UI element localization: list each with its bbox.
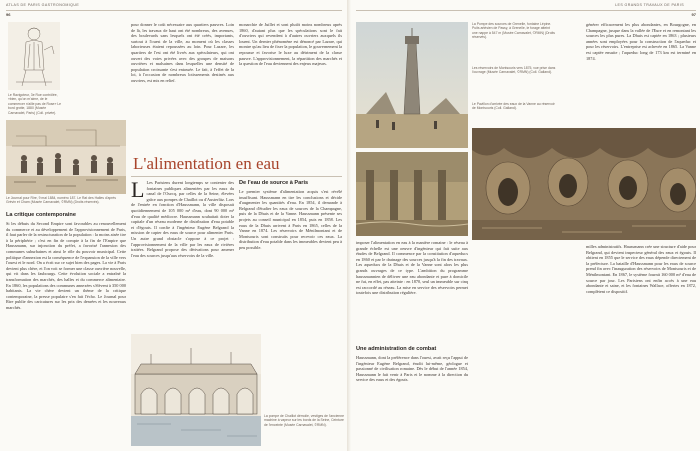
text-column-3-top: monarchie de Juillet et sont plutôt moins nombreux après 1860, d'autant plus que les spéculations sont le fait d'ouvriers qui revendent à d'autres ouvriers auxquels ils louent. Un dernier phénomène est dénoncé par Lazare, qui montre qu'au lieu de fixer la population, le gouvernement la repousse et favorise le luxe au détriment de la classe pauvre. L'approvisionnement, la répartition des marchés et la question de l'eau deviennent des enjeux majeurs. bbox=[239, 22, 342, 67]
text-column-2-top: pour donner le coût nécessaire aux quartiers pauvres. Loin de là, les travaux de haut ont été nombreux, des avenues, des boulevards sans lesquels ont été créés, importants, surtout à l'ouest de la ville, au moment où les classes laborieuses étaient repoussées au loin. Pour Lazare, les quartiers de l'est ont été livrés aux spéculateurs, qui ont ouvert des voies privées avec des groupes de maisons ouvrières et malsaines dans lesquelles une densité de population croissante s'est entassée. Le fait, à l'effet de la loi, à l'occasion de nombreux lotissements destinés aux ouvriers, est mis en relief. bbox=[131, 22, 234, 83]
header-rule-right bbox=[356, 10, 696, 11]
fountain-engraving-area bbox=[472, 244, 582, 444]
text-column-combat: Haussmann, dont la préférence dans l'ouest, avait reçu l'appui de l'ingénieur Eugène Belgrand, érudit lui-même, géologue et passionné de civilisation romaine. Dès le début de l'année 1854, Haussmann le fait venir à Paris et le nomme à la direction du service des eaux et des égouts. bbox=[356, 355, 468, 383]
gutter bbox=[347, 0, 351, 451]
left-page bbox=[0, 0, 346, 451]
engraving-caption: Le Ravigoteur, 3e Rue contrôlée, «bien, qu'on m'aime, de le commercer n'aille pas de Rose» Le bord grotte, 1880 (Musée Carnavalet, Paris) (Coll. privée). bbox=[8, 93, 62, 115]
chapter-title: L'alimentation en eau bbox=[133, 154, 280, 173]
pavilion-caption: Le Pavillon d'arrivée des eaux de la Vanne au réservoir de Montsouris (Coll. Galland). bbox=[472, 102, 555, 111]
folio-right: 97 bbox=[691, 12, 696, 17]
subhead-source: De l'eau de source à Paris bbox=[239, 180, 309, 186]
intro-text: Les Parisiens durent longtemps se contenter des fontaines publiques alimentées par les eaux du canal de l'Ourcq, par celles de la Seine, élevées grâce aux pompes de Chaillot ou d'Austerlitz. Lors de l'entrée en fonction d'Haussmann, la ville disposait quotidiennement de 105 000 m³ d'eau, dont 90 000 m³ d'eau de qualité médiocre. Haussmann souhaitait doter la capitale d'un réseau moderne de distribution d'eau potable et d'égouts. Il confie à l'ingénieur Eugène Belgrand la mission de capter des eaux de source pour alimenter Paris. Un autre grand obstacle s'oppose à ce projet : l'approvisionnement de la ville par les eaux de rivières traitées. Belgrand propose des dérivations pour amener l'eau des sources jusqu'aux réservoirs de la ville. bbox=[131, 180, 234, 258]
tower-caption: La Pompe des sources de Grenelle, fontaine Lépine. Puits artésien de Passy, à Grenelle, le forage atteint une nappe à 547 m (Musée Carnavalet, ©RMN) (Droits réservés). bbox=[472, 22, 555, 40]
aqueduct-engraving bbox=[131, 334, 261, 446]
aqueduct-caption: La pompe de Chaillot démolie, vestiges de l'ancienne machine à vapeur sur les bords de la Seine, Ceinture de l'enceinte (Musée Carnavalet, ©RMN). bbox=[264, 414, 344, 427]
subhead-critique: La critique contemporaine bbox=[6, 212, 76, 218]
text-column-source: Le premier système d'alimentation acquis s'est révélé insuffisant. Haussmann en tire les conclusions et décide d'augmenter les quantités d'eau. En 1854, il demande à Belgrand d'étudier les eaux de sources de la Champagne, puis de la Dhuis et de la Vanne. Haussmann présente ses projets au conseil municipal en 1854, puis en 1858. Les eaux de la Dhuis arrivent à Paris en 1865, celles de la Vanne en 1874. Les réservoirs de Ménilmontant et de Montsouris sont construits pour recevoir ces eaux. La distribution d'eau potable dans les immeubles devient peu à peu possible. bbox=[239, 189, 342, 250]
intro-column bbox=[131, 180, 234, 330]
running-head-left: ATLAS DE PARIS GASTRONOMIQUE bbox=[6, 3, 80, 7]
halles-caption: Le Journal pour Rire, 9 mai 1884, numéro 187. Le Rat des Halles d'après Grévin et Cham (Musée Carnavalet, ©RMN) (Droits réservés). bbox=[6, 196, 116, 205]
running-head-right: LES GRANDS TRAVAUX DE PARIS bbox=[615, 3, 684, 7]
halles-illustration bbox=[6, 120, 126, 194]
cistern-photo bbox=[356, 152, 468, 236]
subhead-combat: Une administration de combat bbox=[356, 346, 437, 352]
engraving-figure bbox=[8, 22, 60, 90]
folio-left: 96 bbox=[6, 12, 11, 17]
text-column-critique: Si les débuts du Second Empire sont favorables au renouvellement du commerce et au développement de l'approvisionnement de Paris, il faut parler de la restructuration de la population : la moins aisée tire à la périphérie ; c'est en fin de compte à la fin de l'Empire que Haussmann, sur injonction du préfet, a favorisé l'annexion des communes suburbaines et ainsi le rôle du pouvoir municipal. Cette politique d'annexion est la conséquence de l'expansion de la ville vers l'ouest et le nord. On a écrit sur ce sujet bien des pages. La vie à Paris devient plus chère, et l'on voit se former une classe ouvrière nouvelle, qui vit dans les faubourgs. Cette évolution sociale a entraîné la transformation des marchés, des halles et du commerce alimentaire. En 1860, les populations des communes annexées s'élèvent à 350 000 habitants. La vie chère devient un thème de la critique contemporaine, la presse populaire s'en fait l'écho. Le Journal pour Rire publie des caricatures sur les prix des denrées et les nouveaux marchés. bbox=[6, 221, 126, 310]
tower-photo bbox=[356, 22, 468, 148]
text-column-right-1: imposer l'alimentation en eau à la manière romaine : le réseau à grande échelle est une oeuvre d'ingénieur qui fait suite aux études de Belgrand. Il commence par la constitution d'aqueducs en 1860 et par le drainage des sources jusqu'à la fin des travaux. Les aqueducs de la Dhuis et de la Vanne sont alors les plus grands ouvrages de ce type. L'ambition du programme haussmannien de délivrer une eau abondante et pure à domicile ne fut, en effet, pas atteinte : en 1870, seul un immeuble sur cinq est raccordé au réseau. La mise en service des réservoirs permet toutefois une distribution régulière. bbox=[356, 240, 468, 296]
vault-photo bbox=[472, 128, 696, 240]
chapter-rule bbox=[131, 176, 342, 177]
header-rule-left bbox=[6, 10, 342, 11]
drop-cap: L bbox=[131, 180, 145, 202]
reservoir-caption: Les réservoirs de Montsouris vers 1875, vue prise dans l'ouvrage (Musée Carnavalet, ©RMN) (Coll. Galland). bbox=[472, 66, 556, 75]
text-column-right-lower: milles administratifs. Haussmann crée une structure d'aide pour Belgrand, qui devient inspecteur général des eaux et égouts. Il obtient en 1855 que le service des eaux dépende directement de la préfecture. La bataille d'Haussmann pour les eaux de source prend fin avec l'inauguration des réservoirs de Montsouris et de Ménilmontant. En 1867, le système fournit 160 000 m³ d'eau de source par jour. Les Parisiens ont enfin accès à une eau abondante et saine, et les fontaines Wallace, offertes en 1872, complètent ce dispositif. bbox=[586, 244, 696, 294]
right-page bbox=[352, 0, 700, 451]
text-column-right-top: générer efficacement les plus abondantes, en Bourgogne, en Champagne, jusque dans la vallée de l'Eure et en remontant les sources les plus pures. La Dhuis est captée en 1863 ; plusieurs années sont employées pour la construction de l'aqueduc et pour les réservoirs. L'entreprise est achevée en 1865. La Vanne est captée ensuite ; l'aqueduc long de 173 km est terminé en 1874. bbox=[586, 22, 696, 61]
